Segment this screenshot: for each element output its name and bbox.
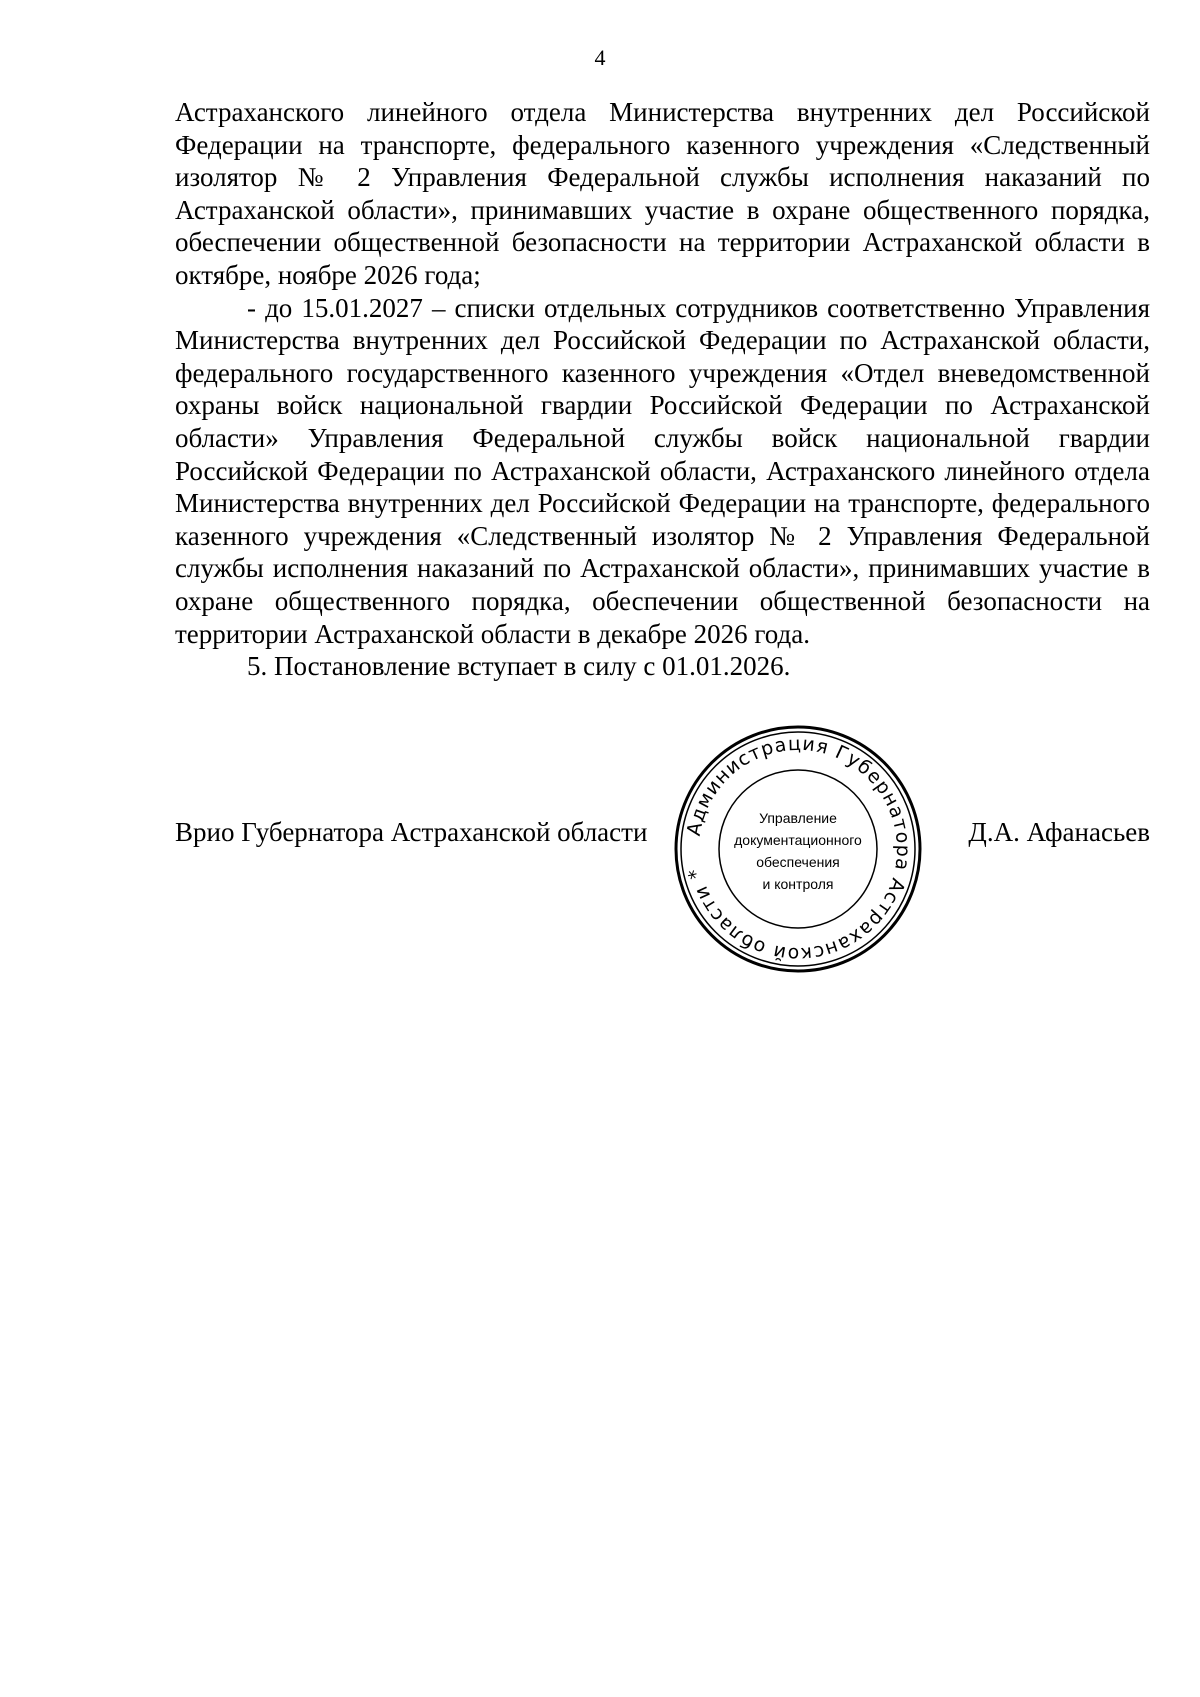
page-number: 4 <box>594 45 606 70</box>
seal-ring-text: Администрация Губернатора Астраханской области * <box>682 732 915 966</box>
paragraph-deadline-item: - до 15.01.2027 – списки отдельных сотрудников соответственно Управления Министерства внутренних дел Российской Федерации по Астраханской области, федерального государственного казенного учреждения «Отдел вневедомственной охраны войск национальной гвардии Российской Федерации по Астраханской области» Управления Федеральной службы войск национальной гвардии Российской Федерации по Астраханской области, Астраханского линейного отдела Министерства внутренних дел Российской Федерации на транспорте, федерального казенного учреждения «Следственный изолятор № 2 Управления Федеральной службы исполнения наказаний по Астраханской области», принимавших участие в охране общественного порядка, обеспечении общественной безопасности на территории Астраханской области в декабре 2026 года. <box>175 292 1150 649</box>
paragraph-effective-date: 5. Постановление вступает в силу с 01.01.2026. <box>247 651 791 682</box>
seal-graphic <box>673 724 923 974</box>
paragraph-continuation: Астраханского линейного отдела Министерства внутренних дел Российской Федерации на транспорте, федерального казенного учреждения «Следственный изолятор № 2 Управления Федеральной службы исполнения наказаний по Астраханской области», принимавших участие в охране общественного порядка, обеспечении общественной безопасности на территории Астраханской области в октябре, ноябре 2026 года; <box>175 97 1150 290</box>
official-seal-stamp <box>673 724 923 974</box>
seal-outer-ring <box>676 727 920 971</box>
seal-inner-line: Управление <box>759 810 837 826</box>
signatory-name: Д.А. Афанасьев <box>968 817 1150 847</box>
seal-inner-line: обеспечения <box>756 854 840 870</box>
seal-inner-line: и контроля <box>762 876 834 892</box>
seal-inner-line: документационного <box>734 832 862 848</box>
document-body <box>175 96 1150 683</box>
seal-inner-ring <box>719 770 877 928</box>
signatory-title: Врио Губернатора Астраханской области <box>175 817 648 847</box>
